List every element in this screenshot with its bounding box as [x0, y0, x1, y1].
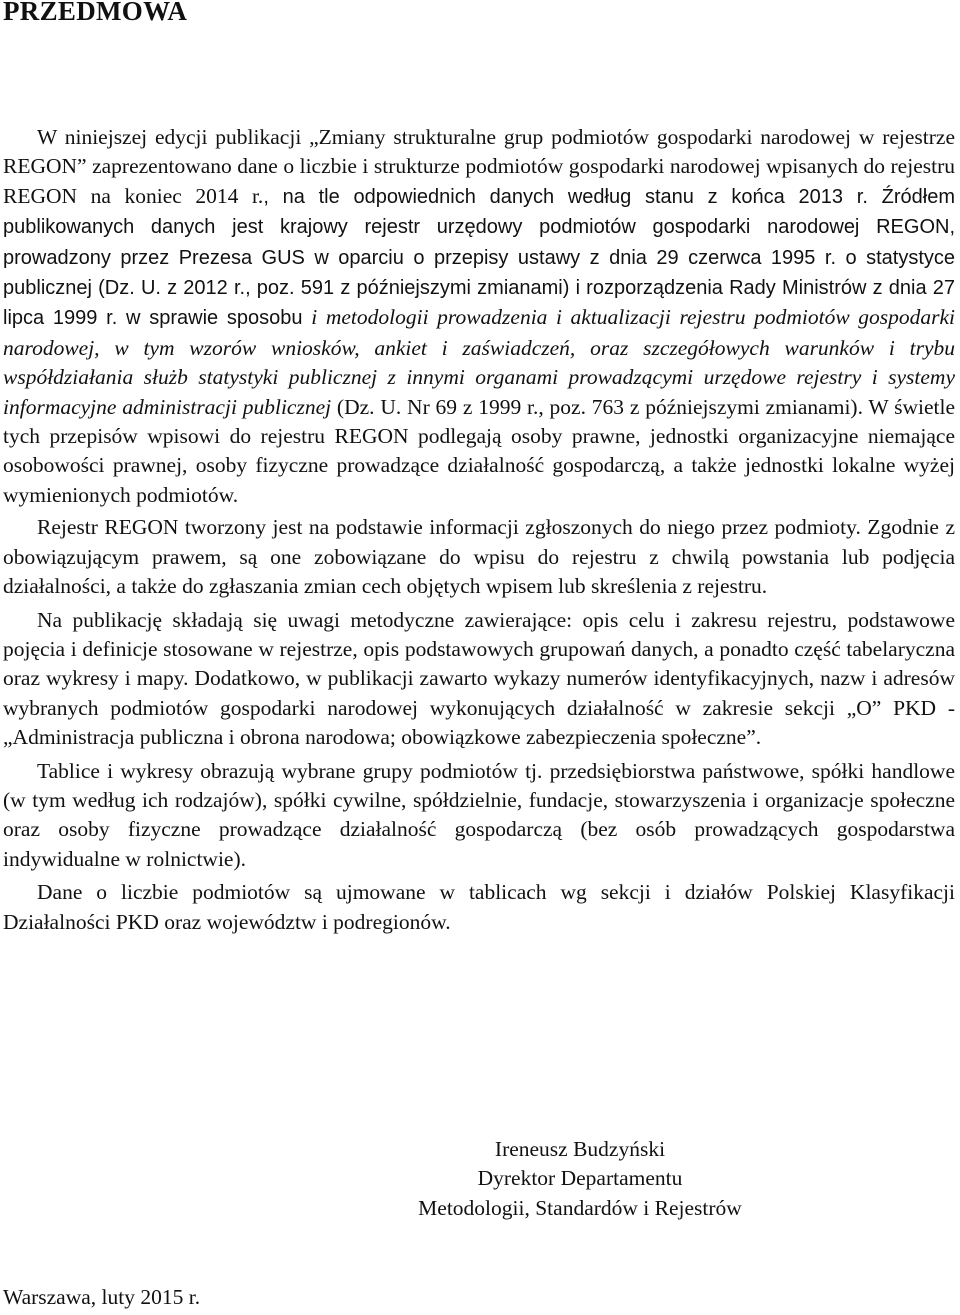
signatory-department: Metodologii, Standardów i Rejestrów: [418, 1195, 742, 1220]
paragraph-1-italic: i metodologii prowadzenia i aktualizacji rejestru podmiotów gospodarki narodowej, w tym wzorów wniosków, ankiet i zaświadczeń, oraz szczegółowych warunków i trybu współdziałania służb statystyki publicznej z innymi organami prowadzącymi urzędowe rejestry i systemy informacyjne administracji publicznej: [3, 305, 955, 419]
paragraph-1: [3, 123, 955, 510]
place-and-date: Warszawa, luty 2015 r.: [3, 1285, 201, 1309]
paragraph-2: Rejestr REGON tworzony jest na podstawie informacji zgłoszonych do niego przez podmioty. Zgodnie z obowiązującym prawem, są one zobowiązane do wpisu do rejestru z chwilą powstania lub podjęcia działalności, a także do zgłaszania zmian cech objętych wpisem lub skreślenia z rejestru.: [3, 515, 955, 599]
signature-block: [330, 1135, 830, 1223]
paragraph-3: Na publikację składają się uwagi metodyczne zawierające: opis celu i zakresu rejestru, podstawowe pojęcia i definicje stosowane w rejestrze, opis podstawowych grupowań danych, a ponadto część tabelaryczna oraz wykresy i mapy. Dodatkowo, w publikacji zawarto wykazy numerów identyfikacyjnych, nazw i adresów wybranych podmiotów gospodarki narodowej wykonujących działalność w zakresie sekcji „O” PKD - „Administracja publiczna i obrona narodowa; obowiązkowe zabezpieczenia społeczne”.: [3, 607, 955, 750]
paragraph-1-part-b: , na tle odpowiednich danych według stanu z końca 2013 r. Źródłem publikowanych danych jest krajowy rejestr urzędowy podmiotów gospodarki narodowej REGON, prowadzony przez Prezesa GUS w oparciu o przepisy ustawy z dnia 29 czerwca 1995 r. o statystyce publicznej (Dz. U. z 2012 r., poz. 591 z późniejszymi zmianami) i rozporządzenia Rady Ministrów z dnia 27 lipca 1999 r. w sprawie sposobu: [3, 185, 955, 330]
page-title: PRZEDMOWA: [3, 0, 188, 26]
signatory-position: Dyrektor Departamentu: [477, 1166, 683, 1191]
paragraph-1-part-c: (Dz. U. Nr 69 z 1999 r., poz. 763 z późniejszymi zmianami). W świetle tych przepisów wpisowi do rejestru REGON podlegają osoby prawne, jednostki organizacyjne niemające osobowości prawnej, osoby fizyczne prowadzące działalność gospodarczą, a także jednostki lokalne wyżej wymienionych podmiotów.: [3, 394, 955, 507]
signatory-name: Ireneusz Budzyński: [494, 1137, 666, 1161]
paragraph-5: Dane o liczbie podmiotów są ujmowane w tablicach wg sekcji i działów Polskiej Klasyfikacji Działalności PKD oraz województw i podregionów.: [3, 880, 955, 934]
paragraph-4: Tablice i wykresy obrazują wybrane grupy podmiotów tj. przedsiębiorstwa państwowe, spółki handlowe (w tym według ich rodzajów), spółki cywilne, spółdzielnie, fundacje, stowarzyszenia i organizacje społeczne oraz osoby fizyczne prowadzące działalność gospodarczą (bez osób prowadzących gospodarstwa indywidualne w rolnictwie).: [3, 758, 955, 871]
paragraph-1-part-a: W niniejszej edycji publikacji „Zmiany strukturalne grup podmiotów gospodarki narodowej w rejestrze REGON” zaprezentowano dane o liczbie i strukturze podmiotów gospodarki narodowej wpisanych do rejestru REGON na koniec 2014 r.: [3, 125, 955, 208]
document-body: [3, 123, 955, 937]
